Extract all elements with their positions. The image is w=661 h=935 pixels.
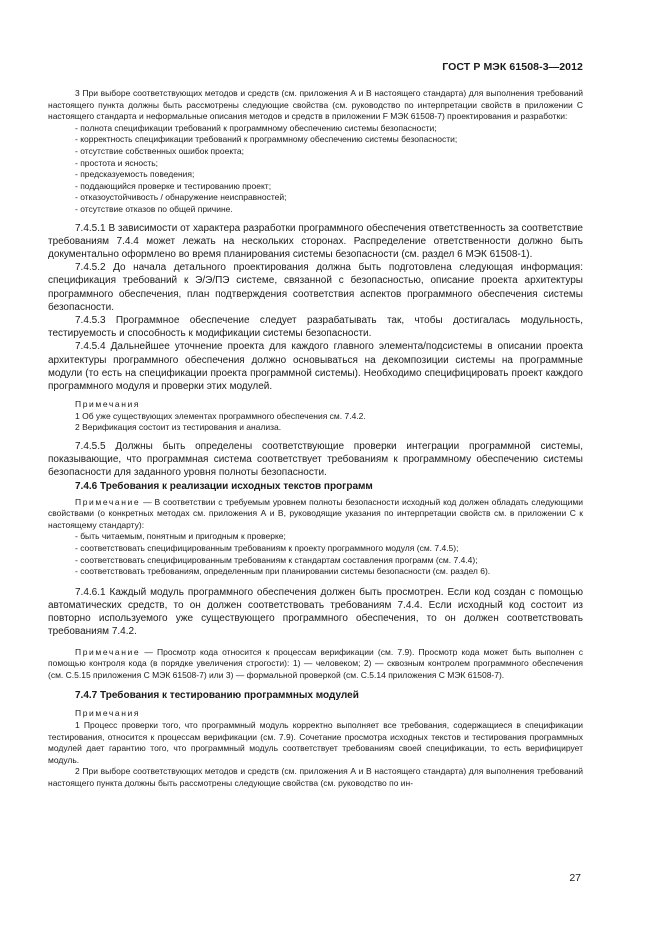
list-item: - соответствовать требованиям, определенным при планировании системы безопасности (см. раздел 6). xyxy=(75,566,491,577)
section-heading-7-4-7: 7.4.7 Требования к тестированию программных модулей xyxy=(75,690,359,702)
list-item: - корректность спецификации требований к программному обеспечению системы безопасности; xyxy=(75,134,458,145)
note-label: Примечание xyxy=(75,646,141,657)
note-7-4-7-2: 2 При выборе соответствующих методов и средств (см. приложения А и В настоящего стандарта) для выполнения требований настоящего пункта должны быть рассмотрены следующие свойства (см. руководство по ин- xyxy=(48,766,583,788)
clause-7-4-5-2: 7.4.5.2 До начала детального проектирования должна быть подготовлена следующая информация: спецификация требований к Э/Э/ПЭ системе, связанной с безопасностью, описание проекта архитектуры программного обеспечения, план подтверждения соответствия аспектов программного обеспечения системы безопасности. xyxy=(48,262,583,313)
list-item: - отказоустойчивость / обнаружение неисправностей; xyxy=(75,192,287,203)
clause-7-4-5-1: 7.4.5.1 В зависимости от характера разработки программного обеспечения ответственность за соответствие требованиям 7.4.4 может лежать на нескольких сторонах. Распределение ответственности должно быть документально оформлено во время планирования системы безопасности (см. раздел 6 МЭК 61508-1). xyxy=(48,222,583,260)
notes-heading: Примечания xyxy=(75,708,141,719)
list-item: - отсутствие собственных ошибок проекта; xyxy=(75,145,245,156)
list-item: - соответствовать специфицированным требованиям к проекту программного модуля (см. 7.4.5); xyxy=(75,542,459,553)
notes-heading: Примечания xyxy=(75,399,141,410)
section-heading-7-4-6: 7.4.6 Требования к реализации исходных текстов программ xyxy=(75,480,373,492)
list-item: - соответствовать специфицированным требованиям к стандартам составления программ (см. 7.4.4); xyxy=(75,554,478,565)
list-item: - отсутствие отказов по общей причине. xyxy=(75,203,233,214)
list-item: - полнота спецификации требований к программному обеспечению системы безопасности; xyxy=(75,122,437,133)
note-1: 1 Об уже существующих элементах программного обеспечения см. 7.4.2. xyxy=(75,410,366,421)
clause-7-4-6-1: 7.4.6.1 Каждый модуль программного обеспечения должен быть просмотрен. Если код создан с помощью автоматических средств, то он должен соответствовать требованиям 7.4.4. Если исходный код состоит из повторно используемого уже существующего программного обеспечения, то он должен соответствовать требованиям 7.4.2. xyxy=(48,586,583,638)
clause-7-4-5-5: 7.4.5.5 Должны быть определены соответствующие проверки интеграции программной системы, показывающие, что программная система соответствует требованиям к программному обеспечению системы безопасности для заданного уровня полноты безопасности. xyxy=(48,440,583,479)
note-3-paragraph: 3 При выборе соответствующих методов и средств (см. приложения А и В настоящего стандарта) для выполнения требований настоящего пункта должны быть рассмотрены следующие свойства (см. руководство по интерпретации свойств в приложении С настоящего стандарта и неформальные описания методов и средств в приложении F МЭК 61508-7) проектирования и разработки: xyxy=(48,88,583,122)
note-2: 2 Верификация состоит из тестирования и анализа. xyxy=(75,422,282,433)
code-properties-list xyxy=(48,531,583,577)
clause-7-4-5-4: 7.4.5.4 Дальнейшее уточнение проекта для каждого главного элемента/подсистемы в описании проекта архитектуры программного обеспечения должно основываться на декомпозиции системы на программные модули (то есть на спецификации проекта программной системы). Необходимо специфицировать проект каждого программного модуля и проверки этих модулей. xyxy=(48,341,583,392)
list-item: - предсказуемость поведения; xyxy=(75,169,195,180)
note-label: Примечание xyxy=(75,496,141,507)
note-7-4-6: Примечание — В соответствии с требуемым уровнем полноты безопасности исходный код должен обладать следующими свойствами (о конкретных методах см. приложения А и В, руководящие указания по интерпретации свойств см. в приложении С к настоящему стандарту): xyxy=(48,496,583,530)
list-item: - простота и ясность; xyxy=(75,157,159,168)
standard-header: ГОСТ Р МЭК 61508-3—2012 xyxy=(442,61,583,73)
properties-list xyxy=(48,123,583,216)
note-7-4-6-1: Примечание — Просмотр кода относится к процессам верификации (см. 7.9). Просмотр кода может быть выполнен с помощью контроля кода (в порядке увеличения строгости): 1) — человеком; 2) — сквозным контролем программного обеспечения (см. С.5.15 приложения С МЭК 61508-7) или 3) — формальной проверкой (см. С.5.14 приложения С МЭК 61508-7). xyxy=(48,646,583,680)
clause-7-4-5-3: 7.4.5.3 Программное обеспечение следует разрабатывать так, чтобы достигалась модульность, тестируемость и способность к модификации системы безопасности. xyxy=(48,314,583,340)
page-content xyxy=(48,88,583,789)
page-number: 27 xyxy=(569,872,581,884)
list-item: - быть читаемым, понятным и пригодным к проверке; xyxy=(75,531,286,542)
note-7-4-7-1: 1 Процесс проверки того, что программный модуль корректно выполняет все требования, содержащиеся в спецификации тестирования, относится к процессам верификации (см. 7.9). Сочетание просмотра исходных текстов и тестирования программных модулей дает гарантию того, что программный модуль соответствует требованиям своей спецификации, то есть верифицирует модуль. xyxy=(48,719,583,765)
list-item: - поддающийся проверке и тестированию проект; xyxy=(75,180,272,191)
